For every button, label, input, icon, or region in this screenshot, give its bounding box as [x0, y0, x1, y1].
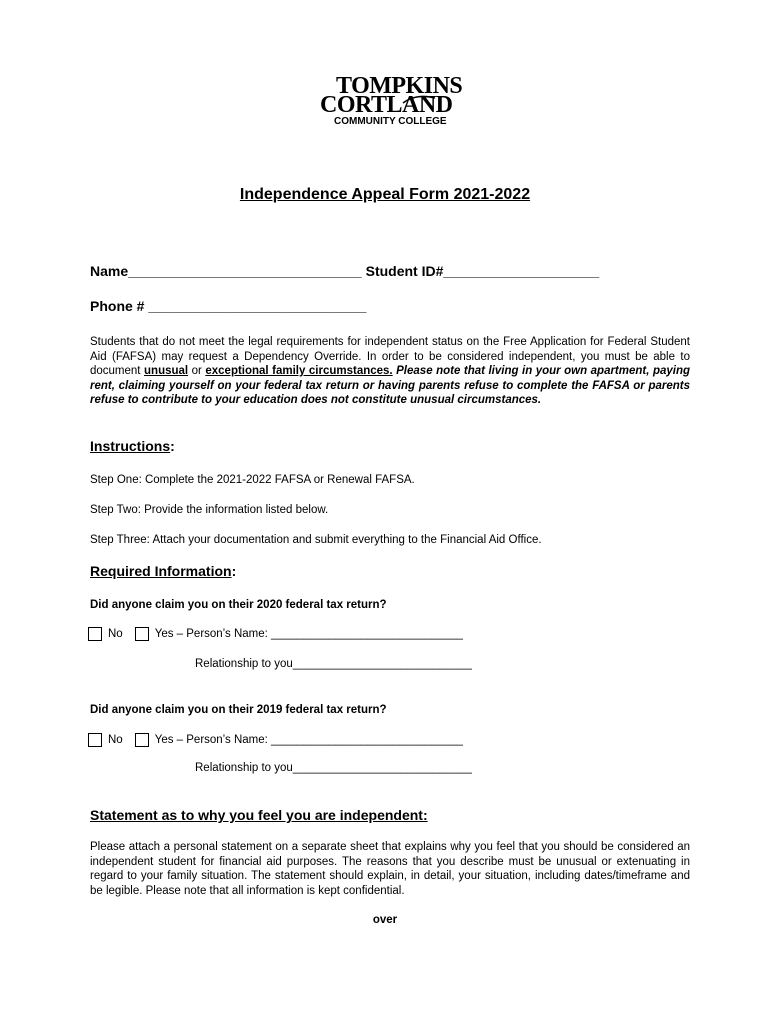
required-info-heading-text: Required Information — [90, 563, 232, 579]
relationship-field-2019[interactable]: Relationship to you____________________________ — [195, 762, 472, 774]
yes-name-field-2020[interactable]: Yes – Person’s Name: ______________________________ — [154, 628, 463, 640]
question-2020: Did anyone claim you on their 2020 federal tax return? — [90, 599, 387, 611]
intro-text: Students that do not meet the legal requirements for independent status on the Free Application for Federal Student Aid (FAFSA) may request a Dependency Override. In order to be considered independent, you must be able to document — [90, 336, 690, 378]
no-checkbox-2020[interactable] — [88, 627, 102, 641]
statement-paragraph — [90, 840, 690, 898]
answer-row-2019 — [88, 733, 463, 747]
over-label: over — [372, 914, 398, 926]
student-id-field[interactable]: Student ID#____________________ — [365, 263, 600, 279]
unusual-term: unusual — [144, 365, 189, 378]
exceptional-term: exceptional family circumstances. — [205, 365, 393, 378]
no-checkbox-2019[interactable] — [88, 733, 102, 747]
step-three: Step Three: Attach your documentation and submit everything to the Financial Aid Office. — [90, 534, 542, 546]
college-logo — [318, 74, 463, 130]
step-two: Step Two: Provide the information listed below. — [90, 504, 329, 516]
logo-swoosh-icon — [402, 94, 436, 106]
yes-name-field-2019[interactable]: Yes – Person’s Name: ______________________________ — [154, 734, 463, 746]
form-title: Independence Appeal Form 2021-2022 — [239, 186, 531, 203]
relationship-field-2020[interactable]: Relationship to you____________________________ — [195, 658, 472, 670]
instructions-heading-colon: : — [170, 438, 175, 454]
required-info-heading-colon: : — [231, 563, 237, 579]
name-id-row — [90, 263, 599, 279]
instructions-heading — [90, 438, 175, 454]
logo-line-1: TOMPKINS — [336, 73, 463, 99]
logo-line-2: CORTLAND — [320, 92, 453, 118]
answer-row-2020 — [88, 627, 463, 641]
no-label-2019: No — [108, 734, 123, 746]
yes-checkbox-2019[interactable] — [135, 733, 149, 747]
instructions-heading-text: Instructions — [90, 438, 171, 454]
step-one: Step One: Complete the 2021-2022 FAFSA or Renewal FAFSA. — [90, 474, 415, 486]
statement-heading — [90, 807, 428, 823]
name-field[interactable]: Name______________________________ — [90, 263, 362, 279]
logo-line-3: COMMUNITY COLLEGE — [334, 116, 447, 127]
no-label-2020: No — [108, 628, 123, 640]
intro-paragraph — [90, 335, 690, 408]
statement-heading-text: Statement as to why you feel you are independent: — [90, 807, 428, 823]
question-2019: Did anyone claim you on their 2019 federal tax return? — [90, 704, 387, 716]
intro-or: or — [188, 365, 206, 378]
phone-field[interactable]: Phone # ____________________________ — [90, 298, 367, 314]
intro-note: Please note that living in your own apartment, paying rent, claiming yourself on your federal tax return or having parents refuse to complete the FAFSA or parents refuse to contribute to your education does not constitute unusual circumstances. — [90, 365, 691, 407]
yes-checkbox-2020[interactable] — [135, 627, 149, 641]
required-info-heading — [90, 563, 236, 579]
statement-text: Please attach a personal statement on a separate sheet that explains why you feel that you should be considered an independent student for financial aid purposes. The reasons that you describe must be unusual or extenuating in regard to your family situation. The statement should explain, in detail, your situation, including dates/timeframe and be legible. Please note that all information is kept confidential. — [90, 841, 690, 897]
